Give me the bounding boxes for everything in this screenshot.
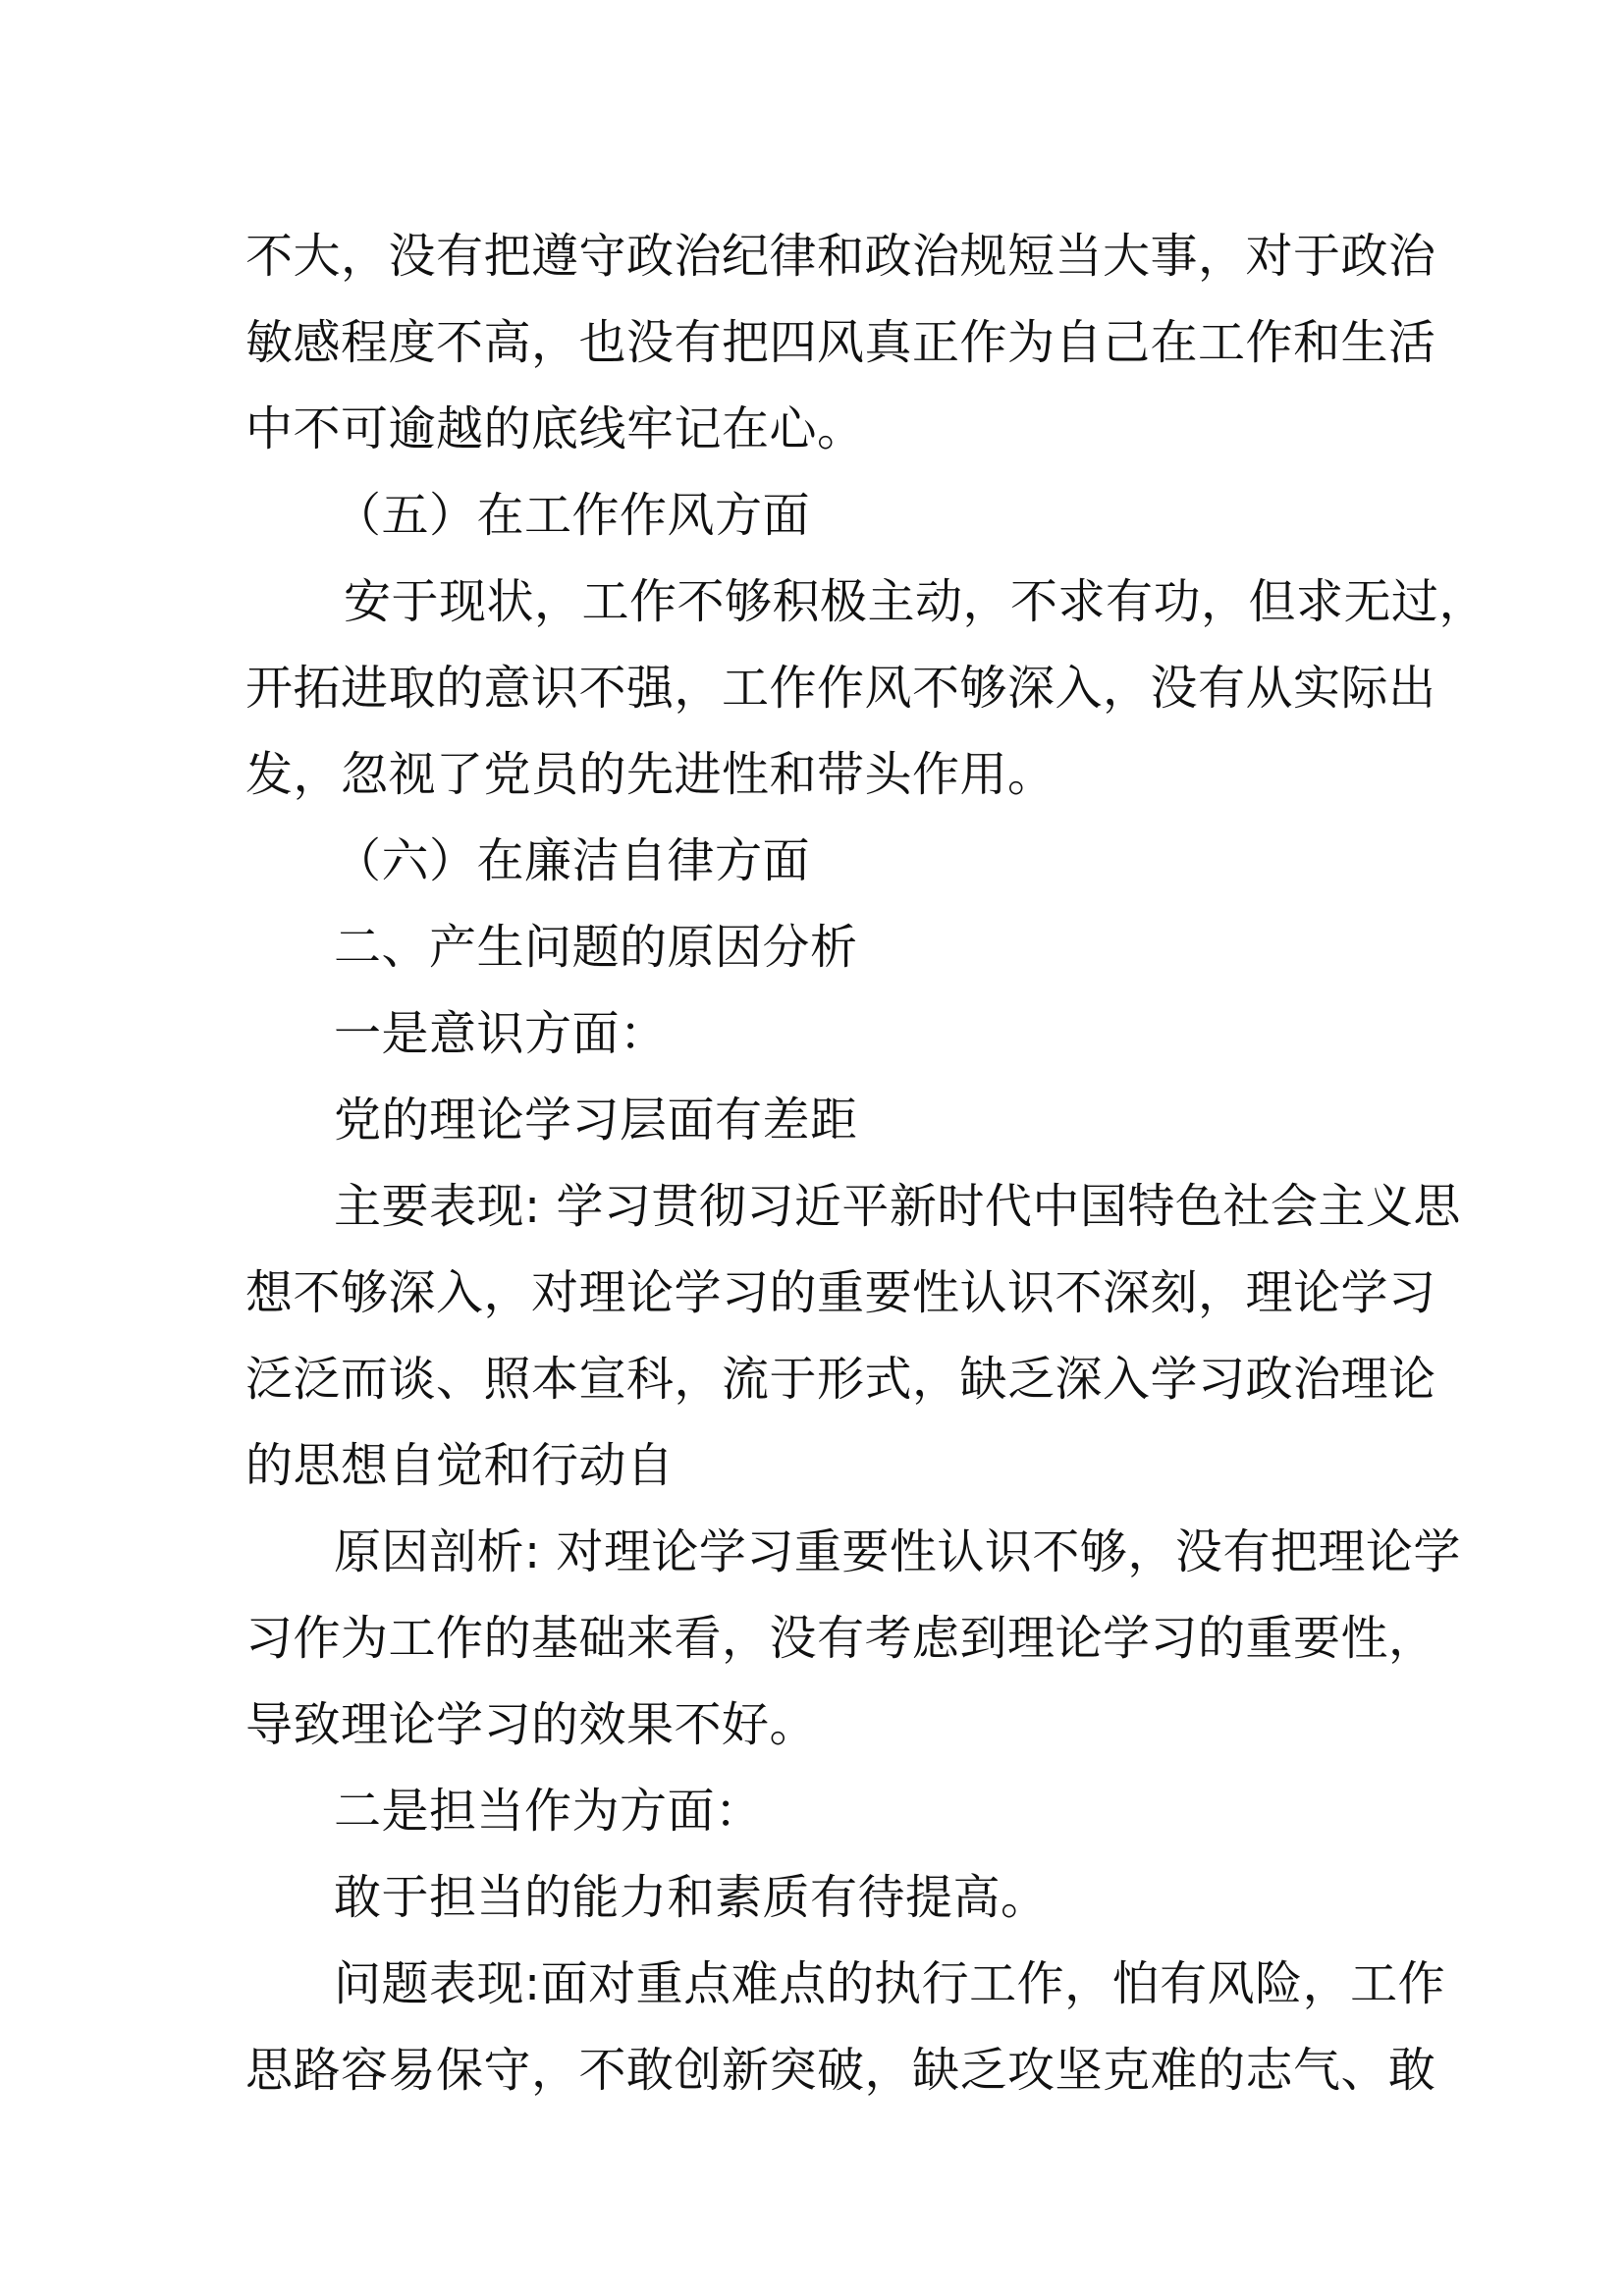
section-heading: （六）在廉洁自律方面 — [334, 833, 811, 888]
body-text-line: 原因剖析: 对理论学习重要性认识不够，没有把理论学 — [334, 1524, 1461, 1579]
body-text-line: 敏感程度不高，也没有把四风真正作为自己在工作和生活 — [245, 315, 1436, 370]
body-text-line: 导致理论学习的效果不好。 — [245, 1697, 818, 1752]
subsection-heading: 一是意识方面： — [334, 1006, 668, 1061]
body-text-line: 习作为工作的基础来看，没有考虑到理论学习的重要性， — [245, 1611, 1436, 1666]
section-heading: 二、产生问题的原因分析 — [334, 920, 858, 975]
body-text-line: 主要表现: 学习贯彻习近平新时代中国特色社会主义思 — [334, 1179, 1461, 1234]
body-text-line: 思路容易保守，不敢创新突破，缺乏攻坚克难的志气、敢 — [245, 2043, 1436, 2098]
body-text-line: 问题表现:面对重点难点的执行工作，怕有风险，工作 — [334, 1956, 1446, 2011]
subsection-title: 敢于担当的能力和素质有待提高。 — [334, 1870, 1049, 1925]
subsection-heading: 二是担当作为方面： — [334, 1784, 763, 1839]
section-heading: （五）在工作作风方面 — [334, 488, 811, 543]
body-text-line: 开拓进取的意识不强，工作作风不够深入，没有从实际出 — [245, 661, 1436, 716]
body-text-line: 泛泛而谈、照本宣科，流于形式，缺乏深入学习政治理论 — [245, 1352, 1436, 1407]
body-text-line: 安于现状，工作不够积极主动，不求有功，但求无过， — [344, 574, 1488, 629]
body-text-line: 不大，没有把遵守政治纪律和政治规短当大事，对于政治 — [245, 229, 1436, 284]
subsection-title: 党的理论学习层面有差距 — [334, 1093, 858, 1148]
body-text-line: 的思想自觉和行动自 — [245, 1438, 675, 1493]
body-text-line: 发，忽视了党员的先进性和带头作用。 — [245, 747, 1056, 802]
body-text-line: 中不可逾越的底线牢记在心。 — [245, 401, 865, 456]
body-text-line: 想不够深入，对理论学习的重要性认识不深刻，理论学习 — [245, 1265, 1436, 1320]
